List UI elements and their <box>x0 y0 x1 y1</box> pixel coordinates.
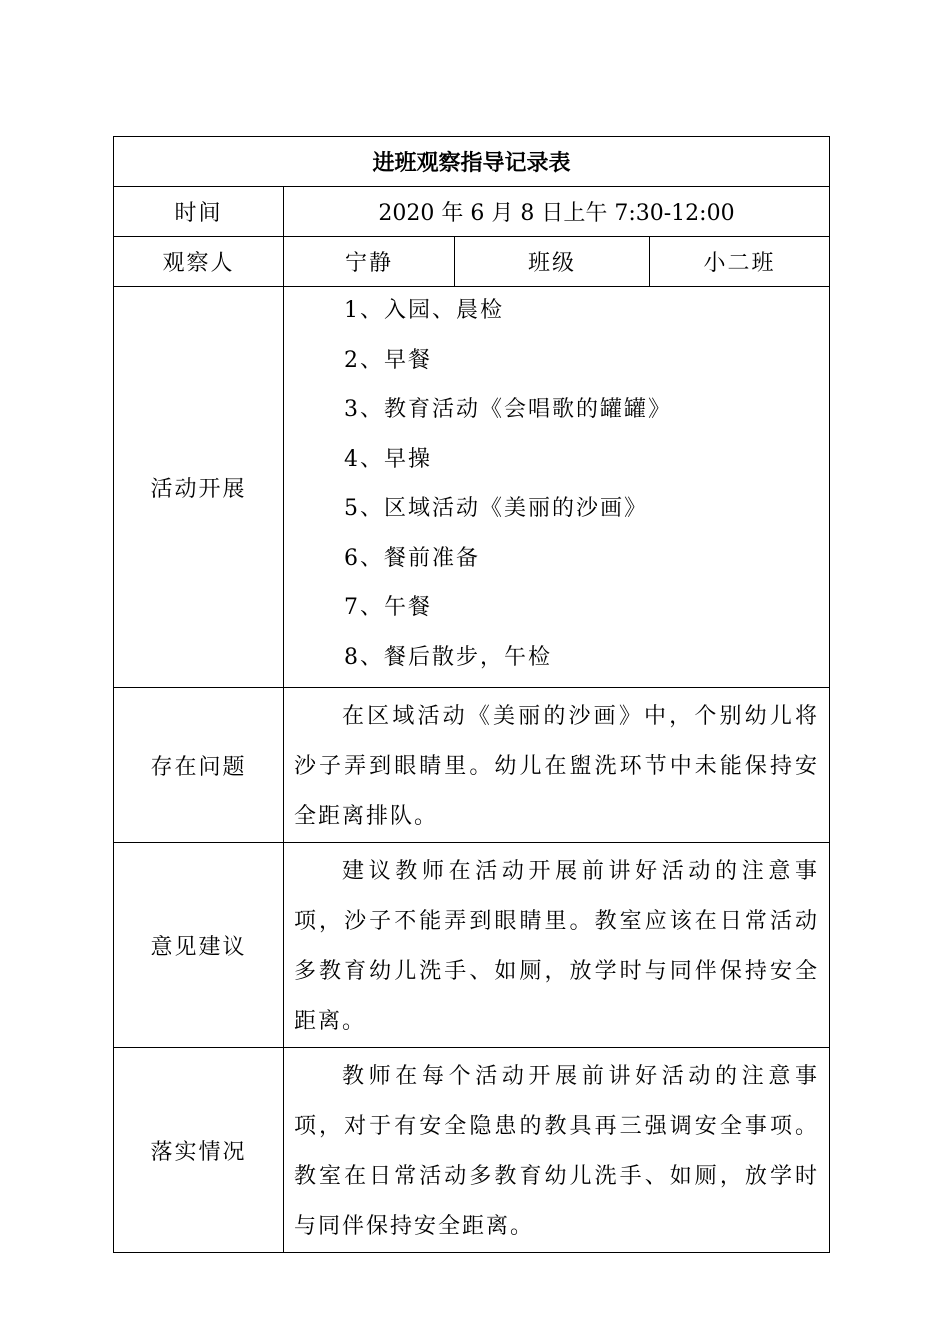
suggestions-label: 意见建议 <box>114 843 284 1048</box>
suggestions-row <box>114 843 830 1048</box>
list-item: 2、早餐 <box>344 347 432 373</box>
time-label: 时间 <box>114 187 284 237</box>
observer-label: 观察人 <box>114 237 284 287</box>
suggestions-text: 建议教师在活动开展前讲好活动的注意事项，沙子不能弄到眼睛里。教室应该在日常活动多教育幼儿洗手、如厕，放学时与同伴保持安全距离。 <box>284 843 830 1048</box>
problems-label: 存在问题 <box>114 688 284 843</box>
implementation-row <box>114 1048 830 1253</box>
observer-value: 宁静 <box>284 237 455 287</box>
time-row <box>114 187 830 237</box>
class-value: 小二班 <box>650 237 830 287</box>
implementation-label: 落实情况 <box>114 1048 284 1253</box>
title-row <box>114 137 830 187</box>
class-label: 班级 <box>455 237 650 287</box>
list-item: 8、餐后散步，午检 <box>344 644 552 670</box>
activities-row <box>114 287 830 688</box>
list-item: 1、入园、晨检 <box>344 298 504 323</box>
problems-text: 在区域活动《美丽的沙画》中，个别幼儿将沙子弄到眼睛里。幼儿在盥洗环节中未能保持安全距离排队。 <box>284 688 830 843</box>
list-item: 3、教育活动《会唱歌的罐罐》 <box>344 397 672 422</box>
activities-label: 活动开展 <box>114 287 284 688</box>
problems-row <box>114 688 830 843</box>
observer-row <box>114 237 830 287</box>
list-item: 7、午餐 <box>344 595 432 620</box>
record-table <box>113 136 830 1253</box>
time-value: 2020 年 6 月 8 日上午 7:30-12:00 <box>284 187 830 237</box>
implementation-text: 教师在每个活动开展前讲好活动的注意事项，对于有安全隐患的教具再三强调安全事项。教室在日常活动多教育幼儿洗手、如厕，放学时与同伴保持安全距离。 <box>284 1048 830 1253</box>
list-item: 5、区域活动《美丽的沙画》 <box>344 496 648 521</box>
activities-list <box>284 287 830 688</box>
list-item: 4、早操 <box>344 446 432 472</box>
list-item: 6、餐前准备 <box>344 545 480 571</box>
table-title: 进班观察指导记录表 <box>114 137 830 187</box>
